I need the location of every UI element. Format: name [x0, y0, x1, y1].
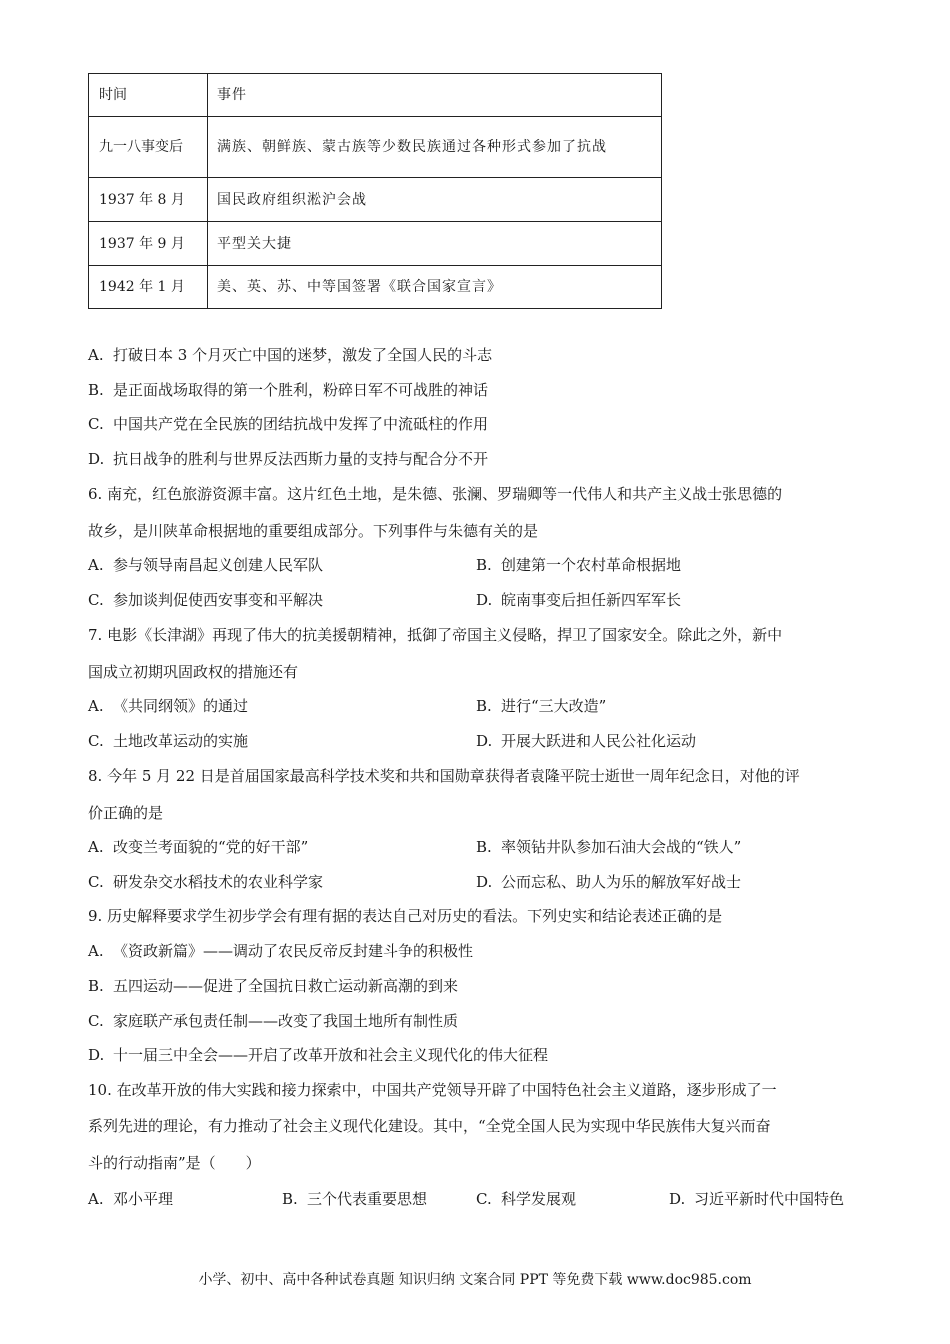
q10-option-d: D. 习近平新时代中国特色: [669, 1190, 845, 1208]
q7-option-d: D. 开展大跃进和人民公社化运动: [476, 732, 697, 750]
row-time: 1937 年 9 月: [89, 222, 208, 266]
q8-option-c: C. 研发杂交水稻技术的农业科学家: [88, 873, 324, 891]
table-header-row: [89, 74, 662, 117]
q10-stem-line1: 10. 在改革开放的伟大实践和接力探索中，中国共产党领导开辟了中国特色社会主义道路，逐步形成了一: [88, 1081, 777, 1099]
q10-option-a: A. 邓小平理: [88, 1190, 174, 1208]
q6-stem-line2: 故乡，是川陕革命根据地的重要组成部分。下列事件与朱德有关的是: [88, 522, 539, 540]
q7-stem-line2: 国成立初期巩固政权的措施还有: [88, 663, 299, 681]
q7-option-b: B. 进行“三大改造”: [476, 697, 607, 715]
q6-option-b: B. 创建第一个农村革命根据地: [476, 556, 682, 574]
q10-option-c: C. 科学发展观: [476, 1190, 577, 1208]
header-event: 事件: [208, 74, 662, 117]
q5-option-a: A. 打破日本 3 个月灭亡中国的迷梦，激发了全国人民的斗志: [88, 346, 493, 364]
q6-option-d: D. 皖南事变后担任新四军军长: [476, 591, 682, 609]
q9-option-b: B. 五四运动——促进了全国抗日救亡运动新高潮的到来: [88, 977, 459, 995]
q6-option-c: C. 参加谈判促使西安事变和平解决: [88, 591, 324, 609]
row-event: 满族、朝鲜族、蒙古族等少数民族通过各种形式参加了抗战: [208, 117, 662, 178]
table-row: [89, 178, 662, 222]
q9-option-d: D. 十一届三中全会——开启了改革开放和社会主义现代化的伟大征程: [88, 1046, 549, 1064]
row-time: 1937 年 8 月: [89, 178, 208, 222]
events-table: [88, 73, 662, 309]
q5-option-b: B. 是正面战场取得的第一个胜利，粉碎日军不可战胜的神话: [88, 381, 489, 399]
table-row: [89, 222, 662, 266]
q7-option-c: C. 土地改革运动的实施: [88, 732, 249, 750]
row-event: 国民政府组织淞沪会战: [208, 178, 662, 222]
q10-option-b: B. 三个代表重要思想: [282, 1190, 428, 1208]
row-time: 九一八事变后: [89, 117, 208, 178]
q7-stem-line1: 7. 电影《长津湖》再现了伟大的抗美援朝精神，抵御了帝国主义侵略，捍卫了国家安全。除此之外，新中: [88, 626, 783, 644]
q9-option-c: C. 家庭联产承包责任制——改变了我国土地所有制性质: [88, 1012, 459, 1030]
q8-option-a: A. 改变兰考面貌的“党的好干部”: [88, 838, 309, 856]
q10-stem-line3: 斗的行动指南”是（ ）: [88, 1154, 261, 1172]
table-row: [89, 266, 662, 309]
page-footer: 小学、初中、高中各种试卷真题 知识归纳 文案合同 PPT 等免费下载 www.doc985.com: [198, 1272, 752, 1288]
table-row: [89, 117, 662, 178]
row-time: 1942 年 1 月: [89, 266, 208, 309]
row-event: 平型关大捷: [208, 222, 662, 266]
q5-option-d: D. 抗日战争的胜利与世界反法西斯力量的支持与配合分不开: [88, 450, 489, 468]
row-event: 美、英、苏、中等国签署《联合国家宣言》: [208, 266, 662, 309]
q9-stem-line1: 9. 历史解释要求学生初步学会有理有据的表达自己对历史的看法。下列史实和结论表述正确的是: [88, 907, 723, 925]
q10-stem-line2: 系列先进的理论，有力推动了社会主义现代化建设。其中，“全党全国人民为实现中华民族伟大复兴而奋: [88, 1117, 771, 1135]
q6-option-a: A. 参与领导南昌起义创建人民军队: [88, 556, 324, 574]
q7-option-a: A. 《共同纲领》的通过: [88, 697, 249, 715]
q8-option-d: D. 公而忘私、助人为乐的解放军好战士: [476, 873, 742, 891]
q8-stem-line2: 价正确的是: [88, 804, 164, 822]
q8-option-b: B. 率领钻井队参加石油大会战的“铁人”: [476, 838, 742, 856]
q6-stem-line1: 6. 南充，红色旅游资源丰富。这片红色土地，是朱德、张澜、罗瑞卿等一代伟人和共产主义战士张思德的: [88, 485, 783, 503]
q5-option-c: C. 中国共产党在全民族的团结抗战中发挥了中流砥柱的作用: [88, 415, 489, 433]
q9-option-a: A. 《资政新篇》——调动了农民反帝反封建斗争的积极性: [88, 942, 474, 960]
q8-stem-line1: 8. 今年 5 月 22 日是首届国家最高科学技术奖和共和国勋章获得者袁隆平院士逝世一周年纪念日，对他的评: [88, 767, 800, 785]
header-time: 时间: [89, 74, 208, 117]
